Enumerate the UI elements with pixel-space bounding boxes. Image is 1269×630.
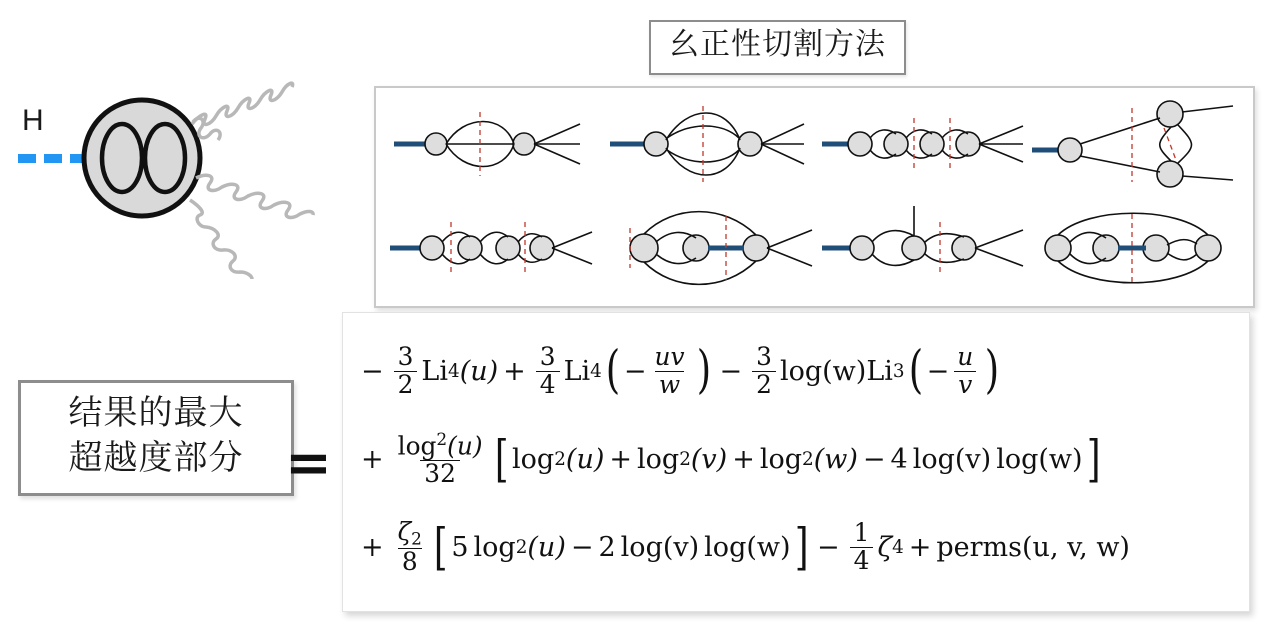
line3-coeff	[394, 516, 426, 577]
formula-line-2	[361, 415, 1241, 503]
line2-sign: +	[361, 443, 384, 475]
higgs-label: H	[22, 104, 44, 137]
line2-coeff-num-arg: (u)	[447, 431, 483, 461]
line1-term2-paren-close: )	[696, 340, 711, 401]
line1-term2-arg-sign: −	[623, 355, 647, 387]
line2-coeff-num	[394, 431, 487, 459]
line2-t2-sup: 2	[679, 448, 691, 470]
line2-t3-arg: (w)	[813, 443, 858, 475]
higgs-incoming-line	[18, 154, 88, 163]
line3-coeff-num	[394, 516, 426, 549]
line1-term2-arg-frac	[650, 344, 688, 397]
line2-coeff-num-log: log	[397, 431, 437, 461]
line1-term2-fn-index: 4	[590, 360, 602, 382]
line3-b1-arg: (u)	[527, 531, 566, 563]
formula-panel	[342, 312, 1250, 612]
line1-term1-fn: Li	[421, 355, 448, 387]
diagram-nested-bubble-cut	[604, 198, 819, 298]
line3-coeff-zeta: ζ	[397, 516, 412, 546]
gluon-line-3	[190, 200, 252, 279]
line1-term1-fn-index: 4	[448, 360, 460, 382]
result-label-box	[18, 380, 294, 496]
diagram-svg	[384, 94, 599, 194]
line1-term3-coeff-num: 3	[756, 342, 772, 372]
line2-t3-sup: 2	[802, 448, 814, 470]
line1-term2-arg-num: uv	[654, 342, 685, 372]
line3-bracket-close: ]	[794, 517, 809, 576]
line1-term1-coeff	[394, 344, 418, 397]
diagram-row-top	[376, 94, 1253, 194]
diagram-row-bottom	[376, 198, 1253, 298]
line3-tail-zeta-sub: 4	[892, 536, 904, 558]
blob-loop-left	[102, 124, 142, 192]
line2-coeff-num-sup: 2	[436, 429, 448, 450]
higgs-diagram-svg	[0, 50, 350, 310]
line2-minus: −	[862, 443, 886, 475]
equals-sign: =	[285, 430, 332, 496]
diagram-svg	[818, 198, 1033, 298]
line2-bracket-open: [	[494, 429, 509, 488]
result-label-line2: 超越度部分	[68, 437, 244, 478]
line3-b2-coeff: 2	[598, 531, 616, 563]
line2-plus-2: +	[732, 443, 755, 475]
line3-b2a: log(v)	[620, 531, 700, 563]
line2-coeff-den: 32	[420, 460, 460, 487]
gluon-line-1	[192, 67, 293, 140]
line1-term3-coeff-den: 2	[752, 371, 776, 398]
formula-line-3	[361, 503, 1241, 591]
method-title-text: 幺正性切割方法	[669, 27, 886, 62]
line2-t1-sup: 2	[554, 448, 566, 470]
line2-t4-coeff: 4	[890, 443, 908, 475]
result-label-line1: 结果的最大	[68, 393, 244, 433]
formula-line-1	[361, 327, 1241, 415]
higgs-blob-diagram	[0, 50, 350, 310]
line1-term1-sign: −	[361, 355, 384, 387]
line1-term3-paren-open: (	[908, 340, 923, 401]
line1-term3-log: log(w)	[779, 355, 867, 387]
line2-t4b: log(w)	[996, 443, 1083, 475]
unitarity-cut-diagram-panel	[374, 86, 1255, 308]
line3-bracket-open: [	[433, 517, 448, 576]
line3-b2b: log(w)	[704, 531, 791, 563]
line3-coeff-zeta-sub: 2	[411, 528, 422, 549]
diagram-triangle-box-cut	[1028, 94, 1243, 194]
diagram-four-blob-chain-double-cut	[384, 198, 599, 298]
line3-tail-frac	[850, 520, 874, 573]
line1-term3-coeff	[752, 344, 776, 397]
line3-minus-1: −	[570, 531, 594, 563]
diagram-svg	[604, 94, 819, 194]
line2-t4a: log(v)	[912, 443, 992, 475]
diagram-svg	[384, 198, 599, 298]
line2-coeff	[394, 431, 487, 486]
line3-coeff-den: 8	[398, 548, 422, 575]
diagram-four-blob-chain-cut	[818, 94, 1033, 194]
diagram-two-loop-double-bubble-cut	[604, 94, 819, 194]
line1-term2-paren-open: (	[605, 340, 621, 401]
line2-t1: log	[512, 443, 555, 475]
line1-term1-coeff-den: 2	[394, 371, 418, 398]
method-title-box	[649, 20, 906, 75]
line1-term1-coeff-num: 3	[397, 342, 414, 372]
line3-b1-coeff: 5	[451, 531, 469, 563]
line3-perms-plus: +	[908, 531, 932, 563]
line2-plus-1: +	[609, 443, 632, 475]
line1-term3-fn: Li	[866, 355, 893, 387]
line1-term2-coeff	[536, 344, 560, 397]
line1-term1-arg: (u)	[459, 355, 499, 387]
line1-term3-sign: −	[719, 355, 743, 387]
line3-tail-num: 1	[853, 518, 870, 548]
line3-tail-den: 4	[850, 547, 874, 574]
line2-bracket-close: ]	[1086, 429, 1101, 488]
line1-term2-fn: Li	[563, 355, 591, 387]
line2-t2-arg: (v)	[690, 443, 728, 475]
line3-tail-sign: −	[817, 531, 840, 563]
line1-term3-paren-close: )	[985, 340, 1000, 401]
line1-term2-coeff-den: 4	[536, 371, 560, 398]
line3-tail-zeta: ζ	[877, 531, 893, 563]
line3-b1-sup: 2	[515, 536, 528, 558]
diagram-svg	[818, 94, 1033, 194]
line1-term3-arg-frac	[953, 344, 977, 397]
diagram-svg	[1028, 198, 1243, 298]
diagram-three-blob-chain-cut	[818, 198, 1033, 298]
blob-loop-right	[145, 124, 185, 192]
line1-term3-arg-sign: −	[926, 355, 950, 387]
line1-term2-sign: +	[503, 355, 526, 387]
line1-term2-arg-den: w	[655, 371, 684, 398]
diagram-svg	[604, 198, 819, 298]
line2-t2: log	[637, 443, 680, 475]
line1-term3-fn-index: 3	[892, 360, 905, 382]
diagram-nonplanar-cut	[1028, 198, 1243, 298]
line2-t3: log	[759, 443, 803, 475]
diagram-two-loop-bubble-cut	[384, 94, 599, 194]
line1-term2-coeff-num: 3	[539, 342, 556, 372]
line1-term3-arg-num: u	[957, 342, 974, 372]
gluon-line-2	[196, 175, 313, 217]
line3-b1: log	[473, 531, 516, 563]
line1-term3-arg-den: v	[954, 371, 976, 398]
diagram-svg	[1028, 94, 1243, 194]
line3-sign: +	[361, 531, 384, 563]
line2-t1-arg: (u)	[565, 443, 605, 475]
line3-perms: perms(u, v, w)	[936, 531, 1130, 563]
